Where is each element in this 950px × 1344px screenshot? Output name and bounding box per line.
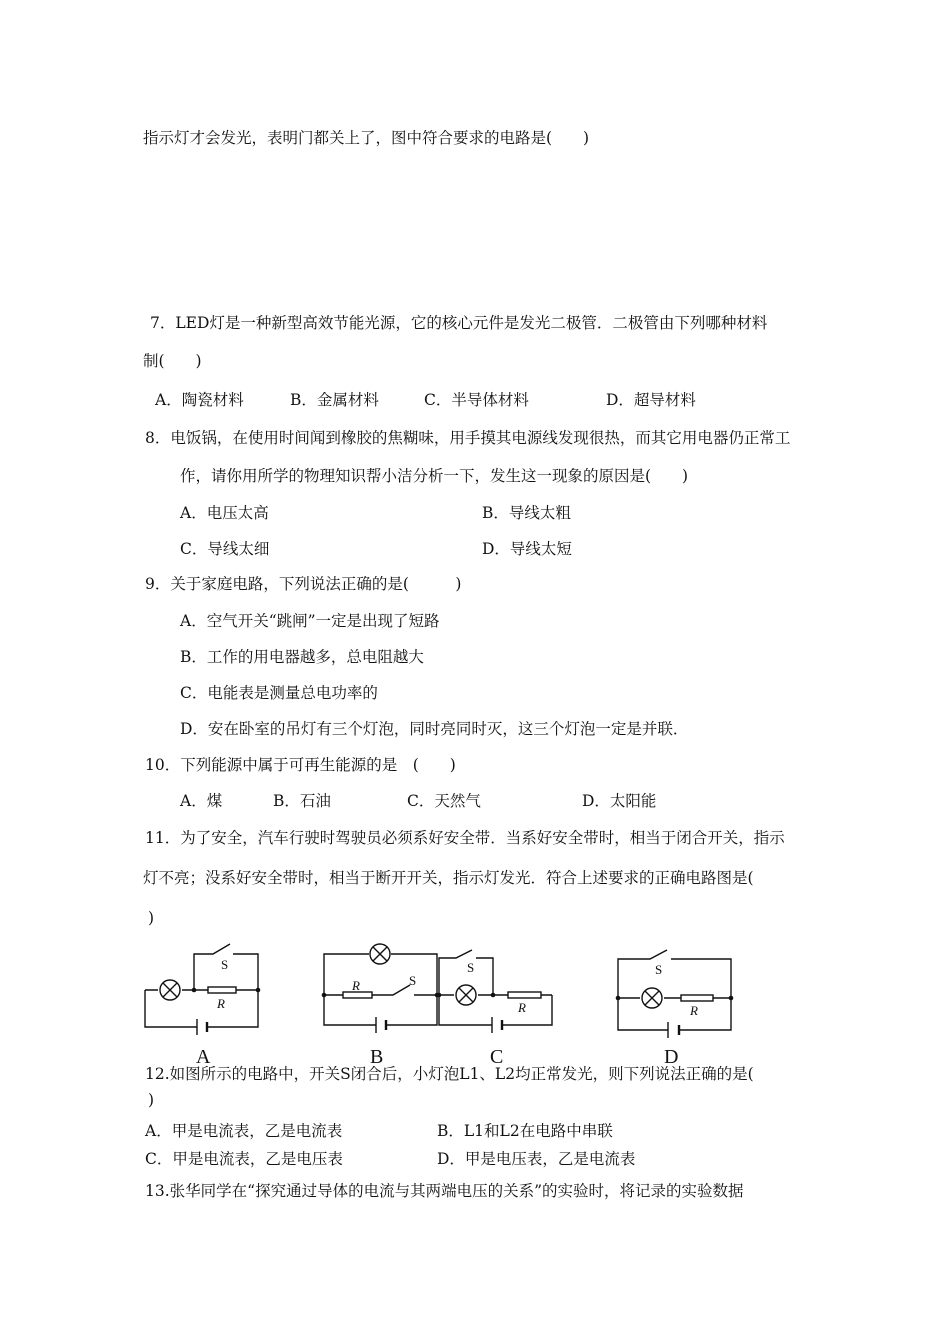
circuit-a-resistor-label: R [217,996,225,1011]
q8-line1: 8．电饭锅，在使用时间闻到橡胶的焦糊味，用手摸其电源线发现很热，而其它用电器仍正常工 [145,429,791,447]
circuit-d-resistor-label: R [690,1003,698,1018]
q9-option-a: A．空气开关“跳闸”一定是出现了短路 [180,612,440,630]
q10-option-b: B．石油 [273,792,331,810]
q7-line2: 制( ) [143,352,202,370]
circuit-a-label: A [196,1046,211,1068]
circuit-b [324,944,437,1033]
circuit-c-label: C [490,1046,504,1068]
q10-stem: 10．下列能源中属于可再生能源的是 ( ) [145,756,456,774]
circuit-d-label: D [664,1046,679,1068]
q6-line: 指示灯才会发光，表明门都关上了，图中符合要求的电路是( ) [143,129,590,147]
circuit-b-label: B [370,1046,384,1068]
q12-line2: ) [148,1091,155,1109]
circuit-c-switch-label: S [467,960,475,975]
q10-option-d: D．太阳能 [582,792,657,810]
q9-option-c: C．电能表是测量总电功率的 [180,684,378,702]
q7-line1: 7．LED灯是一种新型高效节能光源，它的核心元件是发光二极管．二极管由下列哪种材料 [150,314,768,332]
circuit-d-switch-label: S [655,962,663,977]
q12-option-d: D．甲是电压表，乙是电流表 [437,1150,636,1168]
q8-option-b: B．导线太粗 [482,504,571,522]
circuit-b-resistor-label: R [352,978,360,993]
q8-line2: 作，请你用所学的物理知识帮小洁分析一下，发生这一现象的原因是( ) [180,467,689,485]
q7-option-b: B．金属材料 [290,391,379,409]
circuit-c [439,950,552,1033]
q9-option-d: D．安在卧室的吊灯有三个灯泡，同时亮同时灭，这三个灯泡一定是并联． [180,720,689,738]
circuit-c-resistor-label: R [518,1000,526,1015]
q7-option-a: A．陶瓷材料 [155,391,244,409]
q12-option-c: C．甲是电流表，乙是电压表 [145,1150,343,1168]
q8-option-a: A．电压太高 [180,504,269,522]
q8-option-c: C．导线太细 [180,540,270,558]
q11-line1: 11．为了安全，汽车行驶时驾驶员必须系好安全带．当系好安全带时，相当于闭合开关，指示 [145,829,785,847]
q9-option-b: B．工作的用电器越多，总电阻越大 [180,648,424,666]
circuit-b-switch-label: S [409,973,417,988]
q8-option-d: D．导线太短 [482,540,572,558]
q7-option-c: C．半导体材料 [424,391,529,409]
q12-line1: 12.如图所示的电路中，开关S闭合后，小灯泡L1、L2均正常发光，则下列说法正确的是( [145,1065,754,1083]
circuit-a [145,944,258,1035]
q11-line3: ) [148,909,155,927]
q12-option-a: A．甲是电流表，乙是电流表 [145,1122,343,1140]
circuit-d [618,950,731,1038]
circuit-a-switch-label: S [221,957,229,972]
q12-option-b: B．L1和L2在电路中串联 [437,1122,613,1140]
q13-line1: 13.张华同学在“探究通过导体的电流与其两端电压的关系”的实验时，将记录的实验数据 [145,1182,744,1200]
circuit-diagrams [0,930,950,1070]
q10-option-a: A．煤 [180,792,223,810]
q11-line2: 灯不亮；没系好安全带时，相当于断开开关，指示灯发光．符合上述要求的正确电路图是( [143,869,754,887]
q9-stem: 9．关于家庭电路，下列说法正确的是( ) [145,575,462,593]
q10-option-c: C．天然气 [407,792,481,810]
q7-option-d: D．超导材料 [606,391,696,409]
